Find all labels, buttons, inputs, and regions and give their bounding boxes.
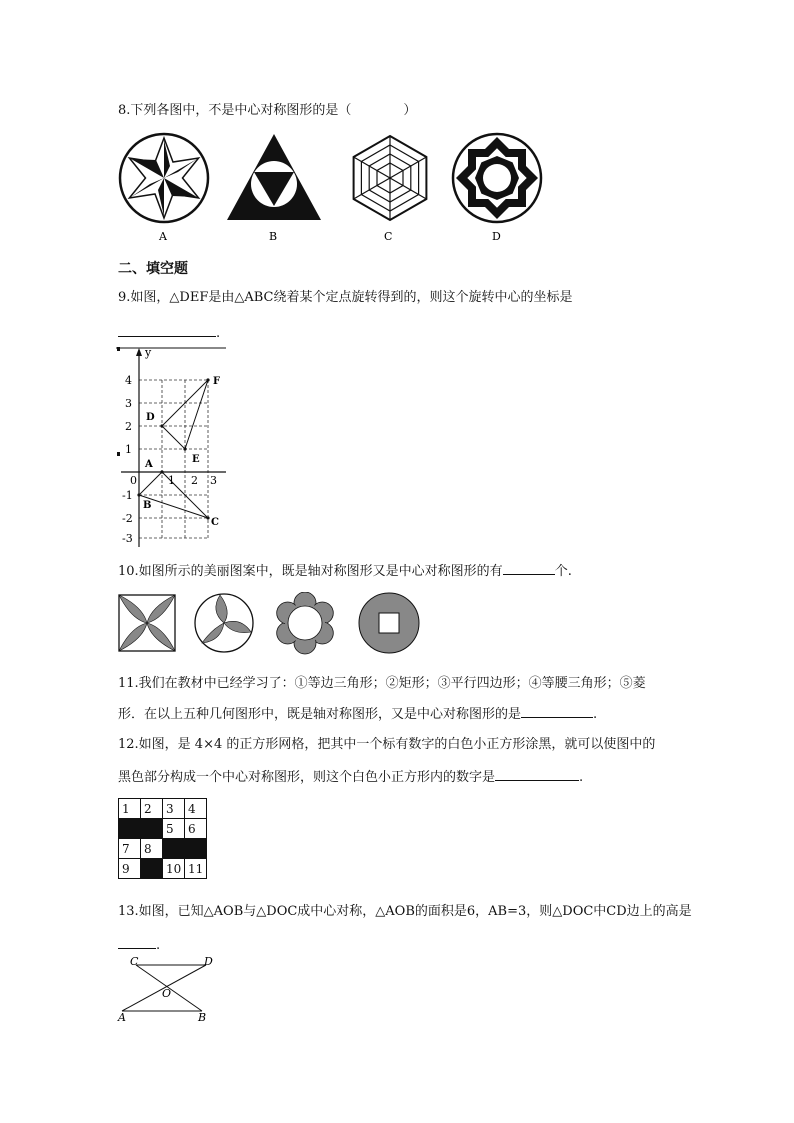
question-13-text: 13.如图，已知△AOB与△DOC成中心对称，△AOB的面积是6，AB=3，则△DOC中CD边上的高是: [118, 904, 692, 919]
question-9-text: 9.如图，△DEF是由△ABC绕着某个定点旋转得到的，则这个旋转中心的坐标是: [118, 290, 573, 305]
y-axis-label: y: [145, 346, 152, 359]
figure-a-star-in-circle: [120, 134, 208, 222]
grid-row: [119, 859, 207, 879]
question-11-end: .: [593, 707, 598, 722]
grid-row: [119, 819, 207, 839]
grid-cell[interactable]: 8: [141, 839, 163, 859]
point-o-label: O: [162, 987, 172, 1000]
point-e-label: E: [192, 454, 200, 465]
y-tick-neg1: -1: [122, 489, 133, 502]
pattern-square-petals: [119, 595, 175, 651]
question-10-stem: 10.如图所示的美丽图案中，既是轴对称图形又是中心对称图形的有: [118, 564, 503, 579]
y-tick-1: 1: [125, 443, 132, 456]
grid-cell[interactable]: 6: [185, 819, 207, 839]
grid-cell-black: [163, 839, 185, 859]
y-tick-4: 4: [125, 374, 132, 387]
option-a-label: A: [159, 230, 167, 243]
pattern-flower: [277, 592, 334, 654]
point-a-label: A: [145, 459, 153, 470]
question-13-answer-line: [118, 934, 160, 956]
grid-cell-black: [185, 839, 207, 859]
grid-row: [119, 839, 207, 859]
question-12-end: .: [579, 770, 584, 785]
x-tick-3: 3: [210, 474, 217, 487]
section-title-fill-in: 二、填空题: [118, 261, 188, 277]
x-tick-2: 2: [191, 474, 198, 487]
question-12-stem: 黑色部分构成一个中心对称图形，则这个白色小正方形内的数字是: [118, 770, 496, 785]
question-8-figures: [112, 130, 552, 245]
figure-c-hexagon-web: [354, 136, 427, 220]
question-9-coordinate-graph: [116, 342, 236, 552]
figure-d-octagram-in-circle: [453, 134, 541, 222]
question-10-patterns: [118, 592, 428, 656]
grid-cell-black: [141, 819, 163, 839]
question-10-end: 个.: [554, 564, 572, 579]
grid-cell[interactable]: 5: [163, 819, 185, 839]
option-d-label: D: [492, 230, 501, 243]
grid-cell[interactable]: 2: [141, 799, 163, 819]
y-tick-2: 2: [125, 420, 132, 433]
x-tick-1: 1: [168, 474, 175, 487]
question-13-end: .: [156, 938, 161, 953]
y-tick-neg3: -3: [122, 532, 133, 545]
question-12-blank[interactable]: [495, 766, 579, 781]
grid-cell[interactable]: 7: [119, 839, 141, 859]
point-f-label: F: [213, 376, 221, 387]
pattern-circle-three-blades: [195, 594, 253, 652]
grid-cell[interactable]: 1: [119, 799, 141, 819]
grid-cell-black: [119, 819, 141, 839]
question-10-blank[interactable]: [503, 560, 555, 575]
y-tick-neg2: -2: [122, 512, 133, 525]
question-13-blank[interactable]: [118, 934, 156, 949]
grid-cell[interactable]: 9: [119, 859, 141, 879]
grid-row: [119, 799, 207, 819]
question-9-blank[interactable]: [118, 322, 216, 337]
grid-cell-black: [141, 859, 163, 879]
x-tick-0: 0: [130, 474, 137, 487]
question-10-text: [118, 560, 572, 582]
question-13-figure: [116, 955, 226, 1023]
point-d-label: D: [146, 412, 155, 423]
point-b-label: B: [198, 1011, 207, 1023]
grid-cell[interactable]: 10: [163, 859, 185, 879]
y-tick-3: 3: [125, 397, 132, 410]
question-11-blank[interactable]: [521, 703, 593, 718]
question-9-end: .: [216, 326, 221, 341]
point-c-label: C: [130, 955, 139, 968]
question-8-text: 8.下列各图中，不是中心对称图形的是（ ）: [118, 103, 417, 118]
figure-b-triangle-circle: [227, 134, 321, 220]
question-12-line-1: 12.如图，是 4×4 的正方形网格，把其中一个标有数字的白色小正方形涂黑，就可以使图中的: [118, 737, 656, 752]
question-12-line-2: [118, 766, 583, 788]
question-11-line-1: 11.我们在教材中已经学习了：①等边三角形；②矩形；③平行四边形；④等腰三角形；⑤菱: [118, 676, 646, 691]
question-9-answer-line: [118, 322, 220, 344]
grid-cell[interactable]: 11: [185, 859, 207, 879]
grid-cell[interactable]: 3: [163, 799, 185, 819]
point-d-label: D: [204, 955, 213, 968]
question-11-stem: 形．在以上五种几何图形中，既是轴对称图形，又是中心对称图形的是: [118, 707, 522, 722]
point-b-label: B: [143, 500, 152, 511]
option-c-label: C: [384, 230, 393, 243]
question-12-number-grid: [118, 798, 207, 879]
grid-cell[interactable]: 4: [185, 799, 207, 819]
point-a-label: A: [118, 1011, 126, 1023]
option-b-label: B: [269, 230, 278, 243]
pattern-coin: [359, 593, 419, 653]
question-11-line-2: [118, 703, 597, 725]
point-c-label: C: [211, 517, 219, 528]
